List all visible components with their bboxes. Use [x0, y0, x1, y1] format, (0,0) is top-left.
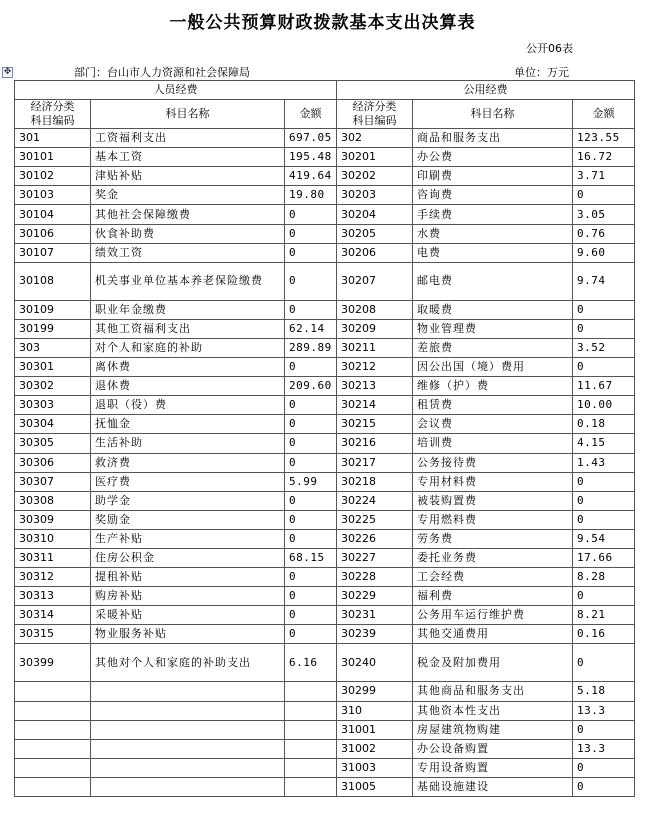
left-amount-cell: 0	[285, 606, 337, 625]
table-row	[15, 587, 635, 606]
table-row	[15, 358, 635, 377]
left-name-cell	[91, 777, 285, 796]
right-amount-cell: 3.52	[573, 338, 635, 357]
column-header-row	[15, 100, 635, 129]
right-code-cell: 30209	[337, 319, 413, 338]
left-code-cell: 30399	[15, 644, 91, 682]
right-name-cell: 差旅费	[413, 338, 573, 357]
right-amount-cell: 0	[573, 358, 635, 377]
right-code-cell: 302	[337, 129, 413, 148]
left-amount-cell: 0	[285, 415, 337, 434]
table-row	[15, 262, 635, 300]
right-name-cell: 取暖费	[413, 300, 573, 319]
right-name-cell: 公务接待费	[413, 453, 573, 472]
right-code-cell: 30231	[337, 606, 413, 625]
left-code-cell: 30106	[15, 224, 91, 243]
table-row	[15, 319, 635, 338]
left-code-cell: 30308	[15, 491, 91, 510]
left-name-cell: 对个人和家庭的补助	[91, 338, 285, 357]
left-amount-cell: 697.05	[285, 129, 337, 148]
left-name-cell	[91, 720, 285, 739]
table-row	[15, 129, 635, 148]
left-code-cell	[15, 758, 91, 777]
right-code-cell: 30218	[337, 472, 413, 491]
left-code-cell: 30101	[15, 148, 91, 167]
left-name-cell: 采暖补贴	[91, 606, 285, 625]
left-amount-cell: 19.80	[285, 186, 337, 205]
table-move-handle-icon[interactable]: ✥	[3, 67, 12, 77]
col-header-amount: 金额	[573, 100, 635, 129]
table-row	[15, 701, 635, 720]
right-code-cell: 30212	[337, 358, 413, 377]
table-row	[15, 148, 635, 167]
table-row	[15, 434, 635, 453]
left-name-cell: 退职（役）费	[91, 396, 285, 415]
right-name-cell: 被装购置费	[413, 491, 573, 510]
right-name-cell: 咨询费	[413, 186, 573, 205]
left-name-cell: 伙食补助费	[91, 224, 285, 243]
right-code-cell: 30202	[337, 167, 413, 186]
table-row	[15, 548, 635, 567]
left-name-cell: 其他对个人和家庭的补助支出	[91, 644, 285, 682]
left-name-cell	[91, 701, 285, 720]
left-code-cell: 30315	[15, 625, 91, 644]
right-name-cell: 公务用车运行维护费	[413, 606, 573, 625]
col-header-name: 科目名称	[413, 100, 573, 129]
right-code-cell: 30204	[337, 205, 413, 224]
left-name-cell: 奖励金	[91, 510, 285, 529]
right-amount-cell: 0.16	[573, 625, 635, 644]
department-label: 部门：台山市人力资源和社会保障局	[74, 66, 250, 79]
right-name-cell: 基础设施建设	[413, 777, 573, 796]
left-amount-cell: 0	[285, 587, 337, 606]
right-name-cell: 手续费	[413, 205, 573, 224]
right-code-cell: 30208	[337, 300, 413, 319]
left-name-cell: 生产补贴	[91, 529, 285, 548]
right-code-cell: 30206	[337, 243, 413, 262]
right-code-cell: 30205	[337, 224, 413, 243]
col-header-code: 经济分类 科目编码	[337, 100, 413, 129]
right-code-cell: 30203	[337, 186, 413, 205]
left-code-cell: 30314	[15, 606, 91, 625]
left-amount-cell: 62.14	[285, 319, 337, 338]
left-code-cell: 30199	[15, 319, 91, 338]
table-row	[15, 777, 635, 796]
right-amount-cell: 0	[573, 644, 635, 682]
left-amount-cell	[285, 682, 337, 701]
col-header-amount: 金额	[285, 100, 337, 129]
left-amount-cell: 0	[285, 491, 337, 510]
left-amount-cell: 0	[285, 625, 337, 644]
right-name-cell: 会议费	[413, 415, 573, 434]
right-code-cell: 30225	[337, 510, 413, 529]
right-name-cell: 福利费	[413, 587, 573, 606]
left-amount-cell: 0	[285, 568, 337, 587]
right-code-cell: 30216	[337, 434, 413, 453]
left-name-cell: 生活补助	[91, 434, 285, 453]
left-code-cell: 30303	[15, 396, 91, 415]
right-name-cell: 工会经费	[413, 568, 573, 587]
left-code-cell: 30306	[15, 453, 91, 472]
right-amount-cell: 5.18	[573, 682, 635, 701]
right-name-cell: 专用设备购置	[413, 758, 573, 777]
table-row	[15, 606, 635, 625]
right-amount-cell: 123.55	[573, 129, 635, 148]
right-code-cell: 30214	[337, 396, 413, 415]
left-code-cell	[15, 720, 91, 739]
left-name-cell: 购房补贴	[91, 587, 285, 606]
left-code-cell: 30307	[15, 472, 91, 491]
left-name-cell	[91, 758, 285, 777]
left-amount-cell: 0	[285, 358, 337, 377]
right-name-cell: 其他资本性支出	[413, 701, 573, 720]
left-name-cell: 救济费	[91, 453, 285, 472]
right-code-cell: 31002	[337, 739, 413, 758]
right-amount-cell: 10.00	[573, 396, 635, 415]
right-code-cell: 30201	[337, 148, 413, 167]
table-row	[15, 625, 635, 644]
right-code-cell: 30211	[337, 338, 413, 357]
table-row	[15, 453, 635, 472]
right-name-cell: 因公出国（境）费用	[413, 358, 573, 377]
left-amount-cell	[285, 701, 337, 720]
left-name-cell: 退休费	[91, 377, 285, 396]
left-name-cell: 提租补贴	[91, 568, 285, 587]
left-code-cell	[15, 701, 91, 720]
table-row	[15, 243, 635, 262]
right-amount-cell: 0	[573, 472, 635, 491]
left-amount-cell: 209.60	[285, 377, 337, 396]
table-row	[15, 568, 635, 587]
table-row	[15, 529, 635, 548]
left-amount-cell: 0	[285, 262, 337, 300]
left-amount-cell: 68.15	[285, 548, 337, 567]
right-name-cell: 水费	[413, 224, 573, 243]
right-name-cell: 培训费	[413, 434, 573, 453]
right-name-cell: 专用材料费	[413, 472, 573, 491]
left-code-cell: 303	[15, 338, 91, 357]
left-name-cell: 工资福利支出	[91, 129, 285, 148]
right-name-cell: 商品和服务支出	[413, 129, 573, 148]
left-amount-cell: 5.99	[285, 472, 337, 491]
left-name-cell: 基本工资	[91, 148, 285, 167]
right-code-cell: 31001	[337, 720, 413, 739]
table-row	[15, 739, 635, 758]
left-code-cell: 30102	[15, 167, 91, 186]
table-row	[15, 167, 635, 186]
left-name-cell: 离休费	[91, 358, 285, 377]
left-code-cell: 30302	[15, 377, 91, 396]
right-amount-cell: 0	[573, 491, 635, 510]
right-name-cell: 邮电费	[413, 262, 573, 300]
left-code-cell: 30310	[15, 529, 91, 548]
right-name-cell: 委托业务费	[413, 548, 573, 567]
left-name-cell: 绩效工资	[91, 243, 285, 262]
left-code-cell: 30108	[15, 262, 91, 300]
left-code-cell	[15, 739, 91, 758]
left-name-cell: 物业服务补贴	[91, 625, 285, 644]
right-amount-cell: 0	[573, 319, 635, 338]
section-header-row	[15, 81, 635, 100]
right-amount-cell: 9.54	[573, 529, 635, 548]
right-name-cell: 专用燃料费	[413, 510, 573, 529]
left-name-cell: 其他工资福利支出	[91, 319, 285, 338]
right-code-cell: 30229	[337, 587, 413, 606]
table-row	[15, 644, 635, 682]
right-code-cell: 30228	[337, 568, 413, 587]
right-code-cell: 30207	[337, 262, 413, 300]
left-name-cell: 职业年金缴费	[91, 300, 285, 319]
right-code-cell: 31005	[337, 777, 413, 796]
right-name-cell: 维修（护）费	[413, 377, 573, 396]
right-amount-cell: 13.3	[573, 701, 635, 720]
col-header-name: 科目名称	[91, 100, 285, 129]
left-code-cell: 30304	[15, 415, 91, 434]
left-amount-cell: 0	[285, 205, 337, 224]
right-name-cell: 房屋建筑物购建	[413, 720, 573, 739]
left-amount-cell: 0	[285, 224, 337, 243]
left-amount-cell: 0	[285, 396, 337, 415]
table-row	[15, 415, 635, 434]
right-name-cell: 劳务费	[413, 529, 573, 548]
left-amount-cell	[285, 739, 337, 758]
table-row	[15, 472, 635, 491]
left-name-cell: 奖金	[91, 186, 285, 205]
left-amount-cell: 419.64	[285, 167, 337, 186]
right-amount-cell: 3.05	[573, 205, 635, 224]
left-code-cell	[15, 777, 91, 796]
table-row	[15, 720, 635, 739]
left-amount-cell: 195.48	[285, 148, 337, 167]
left-name-cell	[91, 739, 285, 758]
page-title: 一般公共预算财政拨款基本支出决算表	[169, 13, 476, 33]
right-code-cell: 30215	[337, 415, 413, 434]
left-name-cell: 机关事业单位基本养老保险缴费	[91, 262, 285, 300]
right-amount-cell: 4.15	[573, 434, 635, 453]
right-amount-cell: 9.74	[573, 262, 635, 300]
right-name-cell: 印刷费	[413, 167, 573, 186]
section-personnel: 人员经费	[15, 81, 337, 100]
right-amount-cell: 0.76	[573, 224, 635, 243]
col-header-code: 经济分类 科目编码	[15, 100, 91, 129]
left-code-cell: 30313	[15, 587, 91, 606]
left-amount-cell: 0	[285, 300, 337, 319]
right-amount-cell: 9.60	[573, 243, 635, 262]
left-code-cell: 301	[15, 129, 91, 148]
right-amount-cell: 0.18	[573, 415, 635, 434]
right-name-cell: 租赁费	[413, 396, 573, 415]
left-amount-cell: 0	[285, 510, 337, 529]
left-amount-cell	[285, 720, 337, 739]
right-amount-cell: 13.3	[573, 739, 635, 758]
left-name-cell	[91, 682, 285, 701]
left-amount-cell: 0	[285, 243, 337, 262]
right-name-cell: 办公费	[413, 148, 573, 167]
left-code-cell: 30301	[15, 358, 91, 377]
left-amount-cell	[285, 777, 337, 796]
left-code-cell: 30107	[15, 243, 91, 262]
left-amount-cell: 0	[285, 529, 337, 548]
left-code-cell: 30312	[15, 568, 91, 587]
table-row	[15, 510, 635, 529]
right-code-cell: 30299	[337, 682, 413, 701]
table-row	[15, 396, 635, 415]
right-amount-cell: 0	[573, 510, 635, 529]
right-amount-cell: 0	[573, 587, 635, 606]
right-amount-cell: 3.71	[573, 167, 635, 186]
right-amount-cell: 16.72	[573, 148, 635, 167]
unit-label: 单位：万元	[514, 66, 569, 79]
left-name-cell: 医疗费	[91, 472, 285, 491]
right-code-cell: 30239	[337, 625, 413, 644]
left-code-cell: 30311	[15, 548, 91, 567]
left-amount-cell: 0	[285, 434, 337, 453]
left-name-cell: 抚恤金	[91, 415, 285, 434]
right-amount-cell: 0	[573, 186, 635, 205]
left-code-cell: 30305	[15, 434, 91, 453]
right-code-cell: 30217	[337, 453, 413, 472]
table-row	[15, 186, 635, 205]
left-code-cell: 30109	[15, 300, 91, 319]
right-code-cell: 30213	[337, 377, 413, 396]
right-amount-cell: 1.43	[573, 453, 635, 472]
right-amount-cell: 17.66	[573, 548, 635, 567]
section-public: 公用经费	[337, 81, 635, 100]
right-name-cell: 物业管理费	[413, 319, 573, 338]
right-name-cell: 电费	[413, 243, 573, 262]
left-code-cell	[15, 682, 91, 701]
right-name-cell: 其他商品和服务支出	[413, 682, 573, 701]
right-amount-cell: 11.67	[573, 377, 635, 396]
left-name-cell: 津贴补贴	[91, 167, 285, 186]
left-name-cell: 其他社会保障缴费	[91, 205, 285, 224]
form-number: 公开06表	[526, 42, 573, 55]
left-code-cell: 30104	[15, 205, 91, 224]
table-row	[15, 205, 635, 224]
left-amount-cell: 0	[285, 453, 337, 472]
right-code-cell: 30227	[337, 548, 413, 567]
right-code-cell: 30224	[337, 491, 413, 510]
table-row	[15, 300, 635, 319]
left-code-cell: 30309	[15, 510, 91, 529]
left-name-cell: 住房公积金	[91, 548, 285, 567]
right-amount-cell: 8.28	[573, 568, 635, 587]
table-row	[15, 224, 635, 243]
expenditure-table	[14, 80, 635, 797]
left-name-cell: 助学金	[91, 491, 285, 510]
right-code-cell: 310	[337, 701, 413, 720]
table-row	[15, 682, 635, 701]
table-row	[15, 377, 635, 396]
table-row	[15, 491, 635, 510]
right-amount-cell: 0	[573, 758, 635, 777]
left-amount-cell: 289.89	[285, 338, 337, 357]
right-code-cell: 31003	[337, 758, 413, 777]
table-row	[15, 758, 635, 777]
right-code-cell: 30226	[337, 529, 413, 548]
right-name-cell: 税金及附加费用	[413, 644, 573, 682]
right-code-cell: 30240	[337, 644, 413, 682]
table-row	[15, 338, 635, 357]
right-amount-cell: 0	[573, 777, 635, 796]
left-amount-cell: 6.16	[285, 644, 337, 682]
right-name-cell: 办公设备购置	[413, 739, 573, 758]
left-code-cell: 30103	[15, 186, 91, 205]
right-amount-cell: 8.21	[573, 606, 635, 625]
right-amount-cell: 0	[573, 720, 635, 739]
right-name-cell: 其他交通费用	[413, 625, 573, 644]
right-amount-cell: 0	[573, 300, 635, 319]
left-amount-cell	[285, 758, 337, 777]
